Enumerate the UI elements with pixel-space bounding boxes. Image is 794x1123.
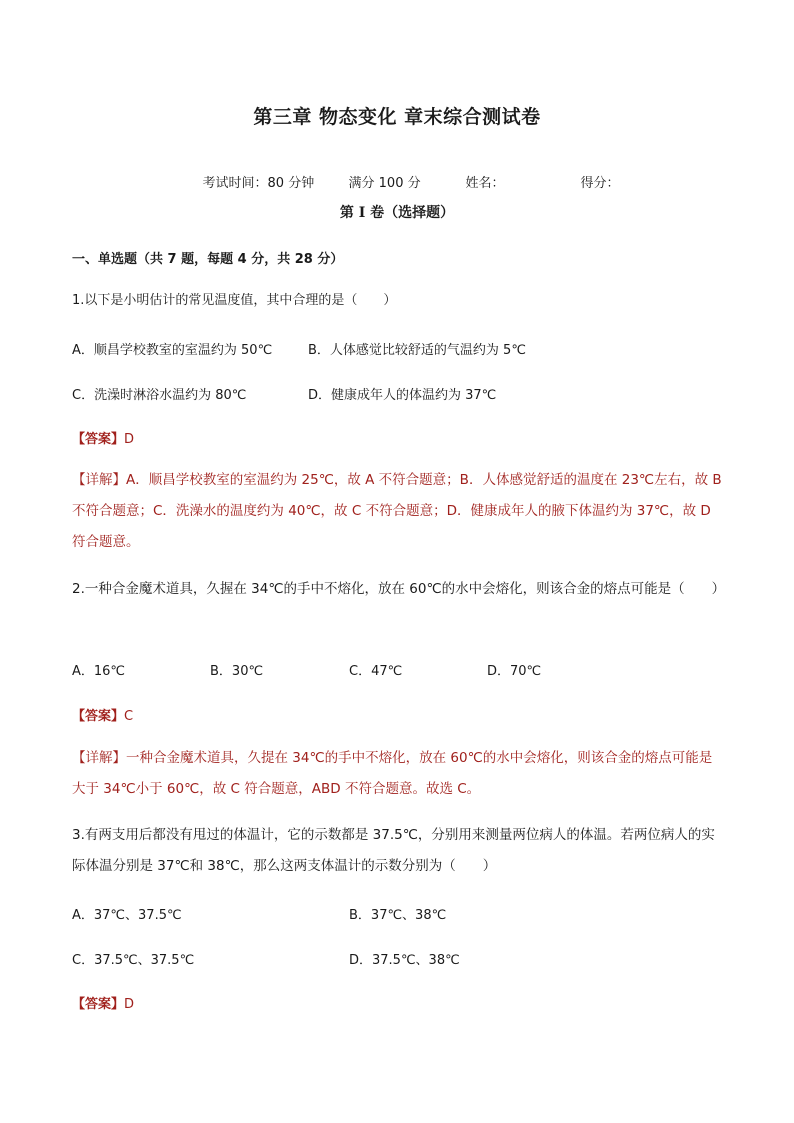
q1-stem: 1.以下是小明估计的常见温度值，其中合理的是（ ） [72, 293, 397, 308]
full-score: 满分 100 分 [348, 176, 421, 191]
q2-answer-value: C [124, 709, 134, 724]
q3-stem: 3.有两支用后都没有甩过的体温计，它的示数都是 37.5℃，分别用来测量两位病人的体温。若两位病人的实际体温分别是 37℃和 38℃，那么这两支体温计的示数分别为（ ） [72, 827, 715, 874]
q2-stem: 2.一种合金魔术道具，久握在 34℃的手中不熔化，放在 60℃的水中会熔化，则该合金的熔点可能是（ ） [72, 581, 726, 597]
q1-detail: 【详解】A．顺昌学校教室的室温约为 25℃，故 A 不符合题意；B．人体感觉舒适的温度在 23℃左右，故 B 不符合题意；C．洗澡水的温度约为 40℃，故 C 不符合题意；D．健康成年人的腋下体温约为 37℃，故 D 符合题意。 [72, 472, 722, 550]
q1-option-a: A．顺昌学校教室的室温约为 50℃ [72, 343, 273, 358]
q1-option-d: D．健康成年人的体温约为 37℃ [308, 388, 497, 403]
q2-detail: 【详解】一种合金魔术道具，久提在 34℃的手中不熔化，放在 60℃的水中会熔化，则该合金的熔点可能是大于 34℃小于 60℃，故 C 符合题意，ABD 不符合题意。故选 C。 [72, 750, 713, 797]
q1-option-b: B．人体感觉比较舒适的气温约为 5℃ [308, 343, 526, 358]
exam-title: 第三章 物态变化 章末综合测试卷 [253, 106, 541, 128]
q1-answer-value: D [124, 432, 135, 447]
score-field-label: 得分： [580, 176, 620, 191]
q1-answer [72, 428, 134, 447]
q3-option-a: A．37℃、37.5℃ [72, 908, 182, 923]
q2-option-a: A．16℃ [72, 664, 126, 679]
q3-answer [72, 993, 134, 1012]
q3-answer-value: D [124, 997, 135, 1012]
name-field-label: 姓名： [465, 176, 505, 191]
exam-time: 考试时间：80 分钟 [202, 176, 315, 191]
q2-answer [72, 705, 133, 724]
q2-option-b: B．30℃ [210, 664, 264, 679]
part-header: 一、单选题（共 7 题，每题 4 分，共 28 分） [72, 252, 344, 267]
q1-answer-tag: 【答案】 [72, 432, 125, 447]
q2-option-d: D．70℃ [487, 664, 542, 679]
exam-info-line [186, 157, 620, 206]
section-title: 第 I 卷（选择题） [339, 205, 455, 221]
q3-option-b: B．37℃、38℃ [349, 908, 447, 923]
q3-option-c: C．37.5℃、37.5℃ [72, 953, 195, 968]
q3-answer-tag: 【答案】 [72, 997, 125, 1012]
q1-option-c: C．洗澡时淋浴水温约为 80℃ [72, 388, 247, 403]
q3-option-d: D．37.5℃、38℃ [349, 953, 460, 968]
q2-answer-tag: 【答案】 [72, 709, 125, 724]
q2-option-c: C．47℃ [349, 664, 403, 679]
